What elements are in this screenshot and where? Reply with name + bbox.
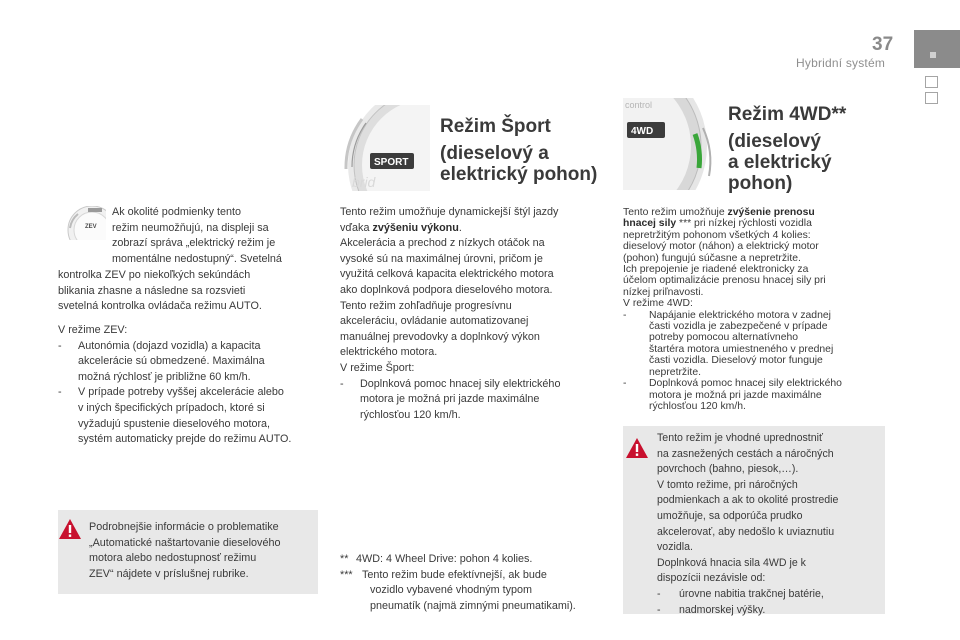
list-dash: - xyxy=(657,587,661,600)
right-note-item-text: nadmorskej výšky. xyxy=(679,603,766,616)
sport-body-line: využitá celková kapacita elektrického motora xyxy=(340,268,554,281)
zev-item-line: Autonómia (dojazd vozidla) a kapacita xyxy=(78,339,261,352)
sport-item-line: rýchlosťou 120 km/h. xyxy=(360,408,461,421)
list-dash: - xyxy=(657,603,661,616)
chapter-tab-box-2 xyxy=(925,92,938,104)
sport-body-line xyxy=(340,221,610,237)
left-note-line: „Automatické naštartovanie dieselového xyxy=(89,536,281,549)
sport-dial-label: SPORT xyxy=(374,157,409,168)
sport-body-line: Tento režim umožňuje dynamickejší štýl jazdy xyxy=(340,206,559,218)
fwd-body xyxy=(623,207,888,412)
chapter-tab-box-1 xyxy=(925,76,938,88)
fwd-heading xyxy=(728,104,898,194)
right-note-item xyxy=(657,587,883,603)
right-note-line: umožňuje, sa odporúča prudko xyxy=(657,509,803,522)
sport-body-line: manuálnej prevodovky a doplnkový výkon xyxy=(340,330,540,343)
sport-body xyxy=(340,205,610,423)
sport-dial-fragment: brid xyxy=(352,174,376,190)
zev-dial-icon xyxy=(58,206,106,240)
left-intro-line: blikania zhasne a následne sa rozsvieti xyxy=(58,284,246,297)
chapter-tab xyxy=(914,30,960,68)
fwd-item-line: potreby pomocou alternatívneho xyxy=(649,332,799,344)
left-note-line: motora alebo nedostupnosť režimu xyxy=(89,552,257,565)
right-note-line: Doplnková hnacia sila 4WD je k xyxy=(657,556,806,569)
sport-body-line: Tento režim zohľadňuje progresívnu xyxy=(340,299,512,312)
left-intro-line: zobrazí správa „elektrický režim je xyxy=(112,237,276,250)
zev-dial-illustration xyxy=(58,206,106,240)
footnote-line: 4WD: 4 Wheel Drive: pohon 4 kolies. xyxy=(356,553,533,565)
fwd-body-line xyxy=(623,207,888,218)
fwd-body-line: nízkej priľnavosti. xyxy=(623,286,704,298)
list-dash: - xyxy=(623,378,627,390)
sport-item xyxy=(340,377,610,424)
fwd-heading-line: a elektrický xyxy=(728,152,832,173)
fwd-item-line: časti vozidla. Dieselový motor funguje xyxy=(649,355,823,367)
sport-body-line: elektrického motora. xyxy=(340,346,438,359)
footnote-line: pneumatík (najmä zimnými pneumatikami). xyxy=(370,599,576,612)
sport-item-line: motora je možná pri jazde maximálne xyxy=(360,393,540,406)
fwd-item-line: štartéra motora umiestneného v prednej xyxy=(649,343,834,355)
zev-item-line: systém automaticky prejde do režimu AUTO. xyxy=(78,433,292,446)
fwd-body-line: (pohon) fungujú súčasne a nepretržite. xyxy=(623,252,801,264)
sport-body-bold: zvýšeniu výkonu xyxy=(372,221,459,234)
right-note-text xyxy=(657,431,883,618)
left-intro-line: kontrolka ZEV po niekoľkých sekúndách xyxy=(58,269,251,281)
right-note-line: dispozícii nezávisle od: xyxy=(657,572,766,585)
sport-body-text: vďaka xyxy=(340,221,373,234)
tab-marker xyxy=(930,52,936,58)
fwd-item-line: Doplnková pomoc hnacej sily elektrického xyxy=(649,378,842,390)
page-number: 37 xyxy=(872,34,894,55)
fwd-item-line: rýchlosťou 120 km/h. xyxy=(649,400,746,412)
right-note-line: podmienkach a ak to okolité prostredie xyxy=(657,494,839,507)
right-note-item-text: úrovne nabitia trakčnej batérie, xyxy=(679,587,824,600)
fwd-body-text: Tento režim umožňuje xyxy=(623,207,728,218)
zev-item-line: akcelerácie sú obmedzené. Maximálna xyxy=(78,355,265,368)
fwd-item-line: časti vozidla je zabezpečené v prípade xyxy=(649,321,828,333)
zev-dial-label: ZEV xyxy=(85,224,97,230)
fwd-item xyxy=(623,378,888,412)
right-note-line: Tento režim je vhodné uprednostniť xyxy=(657,432,823,444)
sport-item-line: Doplnková pomoc hnacej sily elektrického xyxy=(360,377,561,390)
footnote-mark: *** xyxy=(340,568,353,581)
list-dash: - xyxy=(58,339,62,352)
fwd-dial-icon xyxy=(623,98,715,190)
fwd-heading-line: pohon) xyxy=(728,173,793,194)
left-intro xyxy=(112,205,317,267)
sport-heading-line: (dieselový a xyxy=(440,143,549,164)
right-note-line: povrchoch (bahno, piesok,…). xyxy=(657,463,799,476)
left-intro-line: momentálne nedostupný“. Svetelná xyxy=(112,252,282,265)
warning-icon xyxy=(625,437,649,459)
left-intro-line: Ak okolité podmienky tento xyxy=(112,206,242,218)
sport-body-line: ako doplnková podpora dieselového motora. xyxy=(340,283,553,296)
list-dash: - xyxy=(340,377,344,390)
footnote xyxy=(340,552,610,568)
fwd-body-text: *** pri nízkej rýchlosti vozidla xyxy=(676,218,812,230)
right-note-line: na zasnežených cestách a náročných xyxy=(657,447,834,460)
sport-dial-icon xyxy=(340,105,430,191)
right-note-item xyxy=(657,603,883,619)
left-intro-line: svetelná kontrolka ovládača režimu AUTO. xyxy=(58,300,262,313)
zev-item xyxy=(58,385,320,447)
sport-dial-illustration xyxy=(340,105,430,191)
left-note-line: Podrobnejšie informácie o problematike xyxy=(89,521,279,533)
section-title: Hybridní systém xyxy=(796,56,886,70)
fwd-heading-line: Režim 4WD** xyxy=(728,104,847,125)
sport-heading-line: elektrický pohon) xyxy=(440,164,598,185)
left-note-text xyxy=(89,520,317,582)
fwd-body-bold: hnacej sily xyxy=(623,218,677,230)
fwd-body-line: V režime 4WD: xyxy=(623,298,693,310)
right-note-line: akcelerovať, aby nedošlo k uviaznutiu xyxy=(657,525,835,538)
fwd-body-bold: zvýšenie prenosu xyxy=(727,207,815,218)
fwd-item xyxy=(623,310,888,378)
footnote-line: Tento režim bude efektívnejší, ak bude xyxy=(362,568,547,581)
fwd-body-line: dieselový motor (náhon) a elektrický motor xyxy=(623,241,819,253)
list-dash: - xyxy=(623,309,627,321)
fwd-heading-line: (dieselový xyxy=(728,131,821,152)
left-note-line: ZEV“ nájdete v príslušnej rubrike. xyxy=(89,567,249,580)
fwd-dial-fragment: control xyxy=(625,100,653,110)
footnote xyxy=(340,568,610,615)
zev-section xyxy=(58,323,320,448)
right-note-line: vozidla. xyxy=(657,541,693,554)
right-note-line: V tomto režime, pri náročných xyxy=(657,478,798,491)
fwd-body-line: nepretržitým pohonom všetkých 4 kolies: xyxy=(623,229,811,241)
sport-heading-line: Režim Šport xyxy=(440,116,551,137)
fwd-body-line: účelom optimalizácie prenosu hnacej sily pri xyxy=(623,275,826,287)
fwd-body-line xyxy=(623,218,888,229)
fwd-body-line: Ich prepojenie je riadené elektronicky za xyxy=(623,264,809,276)
zev-item xyxy=(58,339,320,386)
fwd-item-line: motora je možná pri jazde maximálne xyxy=(649,389,822,401)
fwd-dial-label: 4WD xyxy=(631,126,654,137)
sport-heading xyxy=(440,116,620,185)
fwd-item-line: nepretržite. xyxy=(649,366,701,378)
fwd-dial-illustration xyxy=(623,98,715,190)
sport-body-line: Akcelerácia a prechod z nízkych otáčok na xyxy=(340,237,545,250)
left-intro-cont xyxy=(58,268,320,315)
sport-body-text: . xyxy=(458,221,462,234)
zev-heading: V režime ZEV: xyxy=(58,324,128,336)
zev-item-line: v iných špecifických prípadoch, ktoré si xyxy=(78,401,265,414)
footnote-line: vozidlo vybavené vhodným typom xyxy=(370,584,533,597)
left-intro-line: režim neumožňujú, na displeji sa xyxy=(112,221,269,234)
sport-body-line: V režime Šport: xyxy=(340,361,415,374)
warning-icon xyxy=(58,518,82,540)
footnote-mark: ** xyxy=(340,553,349,565)
fwd-item-line: Napájanie elektrického motora v zadnej xyxy=(649,309,831,321)
list-dash: - xyxy=(58,386,62,399)
sport-body-line: vysoké sú na maximálnej úrovni, pričom je xyxy=(340,252,543,265)
sport-body-line: akceleráciu, ovládanie automatizovanej xyxy=(340,315,529,328)
zev-item-line: vyžadujú spustenie dieselového motora, xyxy=(78,417,271,430)
zev-item-line: možná rýchlosť je približne 60 km/h. xyxy=(78,370,251,383)
footnotes xyxy=(340,552,610,614)
zev-item-line: V prípade potreby vyššej akcelerácie alebo xyxy=(78,386,284,399)
